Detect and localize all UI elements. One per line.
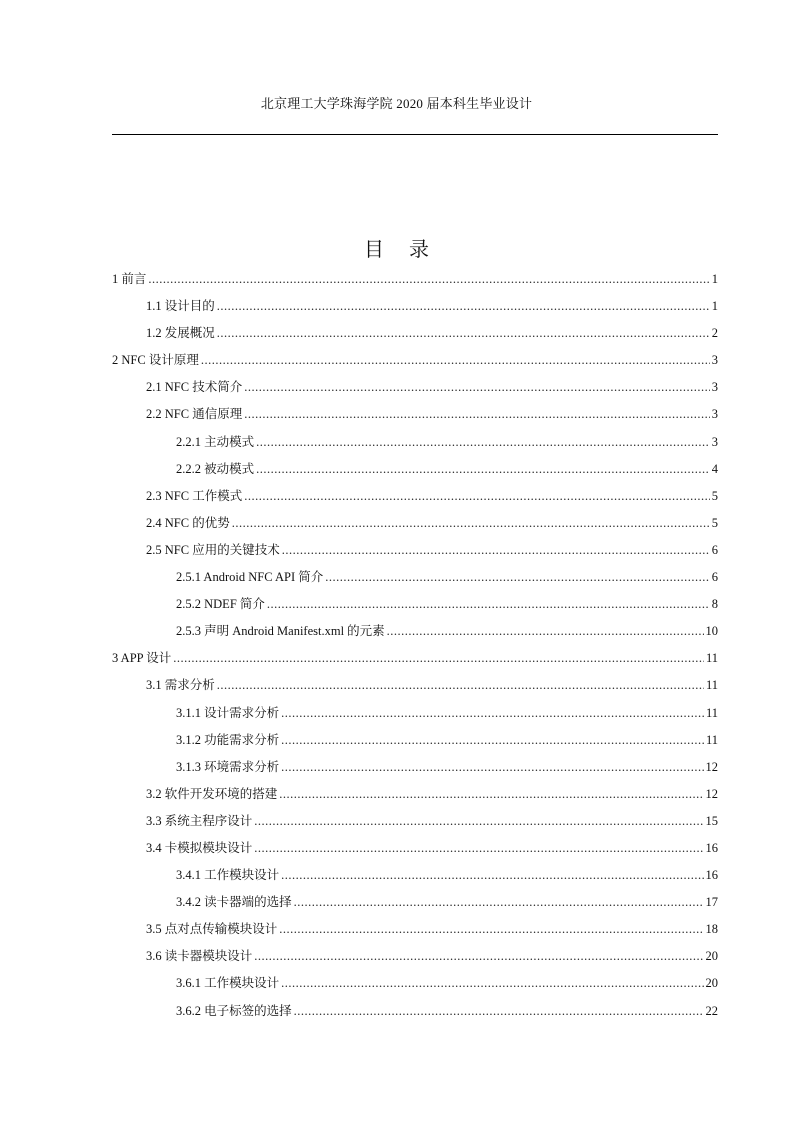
toc-page-number: 6: [711, 542, 718, 557]
toc-page-number: 11: [705, 651, 718, 666]
toc-entry[interactable]: [112, 568, 718, 595]
toc-dot-leader: [256, 460, 710, 478]
toc-entry-title: 2 NFC 设计原理: [112, 353, 199, 368]
toc-entry-title: 1.2 发展概况: [146, 326, 215, 341]
toc-page-number: 1: [711, 272, 718, 286]
toc-entry-title: 3.2 软件开发环境的搭建: [146, 786, 278, 801]
toc-dot-leader: [281, 704, 704, 722]
toc-entry-title: 2.2 NFC 通信原理: [146, 407, 243, 422]
toc-dot-leader: [254, 947, 703, 965]
toc-page-number: 16: [705, 840, 718, 855]
toc-dot-leader: [217, 676, 704, 694]
toc-entry-title: 3 APP 设计: [112, 651, 172, 666]
toc-entry[interactable]: [112, 351, 718, 378]
toc-entry-title: 3.1.1 设计需求分析: [176, 705, 280, 720]
toc-page-number: 15: [705, 813, 718, 828]
toc-page-number: 18: [705, 922, 718, 937]
toc-dot-leader: [256, 433, 710, 451]
toc-page-number: 3: [711, 380, 718, 395]
toc-page-number: 10: [705, 624, 718, 639]
toc-page-number: 4: [711, 461, 718, 476]
toc-entry[interactable]: [112, 947, 718, 974]
toc-entry[interactable]: [112, 893, 718, 920]
toc-entry[interactable]: [112, 297, 718, 324]
toc-entry[interactable]: [112, 839, 718, 866]
toc-page-number: 12: [705, 786, 718, 801]
toc-dot-leader: [148, 270, 709, 288]
toc-dot-leader: [325, 568, 710, 586]
toc-dot-leader: [279, 785, 703, 803]
toc-entry-title: 2.5.3 声明 Android Manifest.xml 的元素: [176, 624, 385, 639]
toc-page-number: 3: [711, 407, 718, 422]
toc-dot-leader: [294, 893, 704, 911]
toc-page-number: 8: [711, 597, 718, 612]
toc-entry-title: 2.2.2 被动模式: [176, 461, 255, 476]
toc-entry[interactable]: [112, 785, 718, 812]
toc-entry[interactable]: [112, 324, 718, 351]
toc-entry-title: 2.1 NFC 技术简介: [146, 380, 243, 395]
toc-dot-leader: [217, 324, 710, 342]
toc-page-number: 22: [705, 1003, 718, 1018]
toc-entry[interactable]: [112, 622, 718, 649]
toc-page-number: 11: [705, 678, 718, 693]
toc-entry[interactable]: [112, 758, 718, 785]
toc-entry-title: 1.1 设计目的: [146, 299, 215, 314]
toc-dot-leader: [279, 920, 703, 938]
toc-dot-leader: [244, 405, 710, 423]
toc-entry-title: 3.6.1 工作模块设计: [176, 976, 280, 991]
toc-dot-leader: [282, 541, 710, 559]
toc-dot-leader: [281, 731, 704, 749]
toc-title: 目 录: [364, 239, 439, 261]
toc-entry[interactable]: [112, 405, 718, 432]
toc-entry[interactable]: [112, 595, 718, 622]
toc-entry[interactable]: [112, 812, 718, 839]
toc-entry-title: 3.1.3 环境需求分析: [176, 759, 280, 774]
toc-entry-title: 2.2.1 主动模式: [176, 434, 255, 449]
toc-page-number: 16: [705, 868, 718, 883]
toc-entry[interactable]: [112, 378, 718, 405]
toc-page-number: 3: [711, 353, 718, 368]
toc-dot-leader: [281, 974, 703, 992]
toc-entry[interactable]: [112, 974, 718, 1001]
toc-entry[interactable]: [112, 920, 718, 947]
toc-entry[interactable]: [112, 866, 718, 893]
toc-entry[interactable]: [112, 704, 718, 731]
toc-page-number: 17: [705, 895, 718, 910]
toc-dot-leader: [244, 487, 710, 505]
toc-page-number: 11: [705, 705, 718, 720]
toc-entry-title: 2.5.1 Android NFC API 简介: [176, 570, 324, 585]
toc-entry[interactable]: [112, 487, 718, 514]
toc-entry-title: 2.5 NFC 应用的关键技术: [146, 542, 280, 557]
toc-dot-leader: [244, 378, 710, 396]
toc-page-number: 12: [705, 759, 718, 774]
toc-page-number: 5: [711, 488, 718, 503]
toc-entry-title: 2.5.2 NDEF 简介: [176, 597, 265, 612]
toc-dot-leader: [232, 514, 710, 532]
toc-dot-leader: [281, 866, 703, 884]
toc-entry-title: 2.3 NFC 工作模式: [146, 488, 243, 503]
toc-dot-leader: [173, 649, 704, 667]
toc-dot-leader: [267, 595, 710, 613]
toc-dot-leader: [281, 758, 703, 776]
toc-entry[interactable]: [112, 270, 718, 297]
toc-dot-leader: [217, 297, 710, 315]
toc-entry-title: 1 前言: [112, 272, 147, 286]
toc-page-number: 20: [705, 949, 718, 964]
toc-dot-leader: [294, 1002, 704, 1020]
toc-entry[interactable]: [112, 514, 718, 541]
toc-entry[interactable]: [112, 460, 718, 487]
toc-page-number: 3: [711, 434, 718, 449]
toc-page-number: 1: [711, 299, 718, 314]
toc-entry-title: 3.6 读卡器模块设计: [146, 949, 253, 964]
toc-entry-title: 3.3 系统主程序设计: [146, 813, 253, 828]
toc-entry[interactable]: [112, 1002, 718, 1029]
toc-page-number: 2: [711, 326, 718, 341]
toc-entry-title: 3.1 需求分析: [146, 678, 215, 693]
toc-entry-title: 3.5 点对点传输模块设计: [146, 922, 278, 937]
toc-entry[interactable]: [112, 649, 718, 676]
toc-entry-title: 2.4 NFC 的优势: [146, 515, 230, 530]
toc-entry-title: 3.4 卡模拟模块设计: [146, 840, 253, 855]
toc-dot-leader: [201, 351, 710, 369]
toc-entry-title: 3.1.2 功能需求分析: [176, 732, 280, 747]
toc-page-number: 11: [705, 732, 718, 747]
toc-page-number: 5: [711, 515, 718, 530]
toc-entry[interactable]: [112, 541, 718, 568]
toc-entry-title: 3.4.2 读卡器端的选择: [176, 895, 292, 910]
toc-entry-title: 3.6.2 电子标签的选择: [176, 1003, 292, 1018]
toc-page-number: 6: [711, 570, 718, 585]
toc-entry-title: 3.4.1 工作模块设计: [176, 868, 280, 883]
toc-dot-leader: [254, 812, 703, 830]
toc-page-number: 20: [705, 976, 718, 991]
table-of-contents: [112, 270, 718, 1029]
header-divider: [112, 134, 718, 135]
toc-dot-leader: [254, 839, 703, 857]
toc-entry[interactable]: [112, 433, 718, 460]
toc-dot-leader: [387, 622, 704, 640]
toc-entry[interactable]: [112, 676, 718, 703]
toc-entry[interactable]: [112, 731, 718, 758]
page-header: 北京理工大学珠海学院 2020 届本科生毕业设计: [260, 96, 533, 111]
